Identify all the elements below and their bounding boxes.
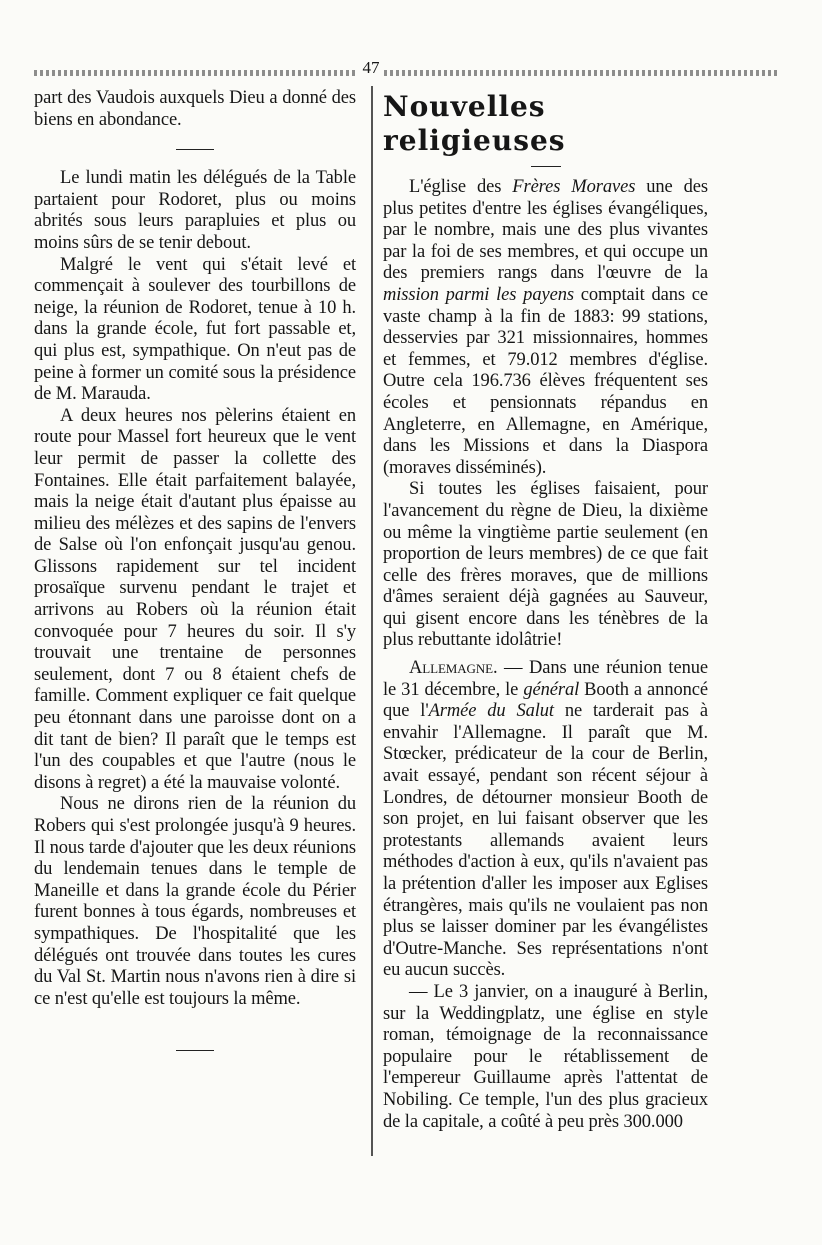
- paragraph-maneille-perier: Nous ne dirons rien de la réunion du Robers qui s'est prolongée jusqu'à 9 heures. Il nous tarde d'ajouter que les deux réunions du lendemain tenues dans le temple de Maneille et dans la grande école du Périer furent bonnes à tous égards, nombreuses et sympathiques. De l'hospitalité que les délégués ont trouvée dans toutes les cures du Val St. Martin nous n'avons rien à dire si ce n'est qu'elle est toujours la même.: [34, 794, 356, 1009]
- italic-armee-du-salut: Armée du Salut: [428, 701, 554, 722]
- paragraph-rodoret-meeting: Malgré le vent qui s'était levé et commençait à soulever des tourbillons de neige, la réunion de Rodoret, tenue à 10 h. dans la grande école, fut fort passable et, qui plus est, sympathique. On n'eut pas de peine à former un comité sous la présidence de M. Marauda.: [34, 254, 356, 405]
- header-rule-left: [34, 70, 356, 76]
- text-run: Booth a annoncé que l': [383, 679, 708, 722]
- paragraph-rodoret-departure: Le lundi matin les délégués de la Table partaient pour Rodoret, plus ou moins abrités sous leurs parapluies et plus ou moins sûrs de se tenir debout.: [34, 168, 356, 253]
- text-run: L'église des: [409, 177, 513, 197]
- paragraph-massel-robers: A deux heures nos pèlerins étaient en route pour Massel fort heureux que le vent leur permit de passer la collette des Fontaines. Elle était parfaitement balayée, mais la neige était d'autant plus épaisse au milieu des mélèzes et des sapins de l'envers de Salse où l'on enfonçait jusqu'au genou. Glissons rapidement sur tel incident prosaïque survenu pendant le trajet et arrivons au Robers où la réunion était convoquée pour 7 heures du soir. Il s'y trouvait une trentaine de personnes seulement, dont 7 ou 8 étaient chefs de famille. Comment expliquer ce fait quelque peu étonnant dans une paroisse dont on a dit tant de bien? Il paraît que le temps est l'un des coupables et que l'autre (nous le disons à regret) a été la mauvaise volonté.: [34, 405, 356, 793]
- text-run: comptait dans ce vaste champ à la fin de 1883: 99 stations, desservies par 321 missionnaires, hommes et femmes, et 79.012 membres d'église. Outre cela 196.736 élèves fréquentent ses écoles et pensionnats répandus en Angleterre, en Allemagne, en Amérique, dans les Missions et dans la Diaspora (moraves disséminés).: [383, 284, 708, 478]
- page-number: 47: [362, 58, 380, 77]
- text-run: ne tarderait pas à envahir l'Allemagne. Il paraît que M. Stœcker, prédicateur de la cour de Berlin, avait essayé, pendant son récent séjour à Londres, de détourner monsieur Booth de son projet, en lui faisant observer que les protestants allemands avaient leurs méthodes d'action à eux, qu'ils n'avaient pas la prétention d'aller les imposer aux Eglises étrangères, mais qu'ils ne voulaient pas non plus se laisser dominer par les évangélistes d'Outre-Manche. Ses représentations n'ont eu aucun succès.: [383, 701, 708, 981]
- column-divider: [371, 86, 373, 1156]
- header-rule-right: [384, 70, 780, 76]
- section-title: Nouvelles religieuses: [383, 90, 566, 157]
- paragraph-si-toutes-eglises: Si toutes les églises faisaient, pour l'avancement du règne de Dieu, la dixième ou même la vingtième partie seulement (en proportion de leurs membres) de ce que fait celle des frères moraves, que de millions d'âmes seraient déjà gagnées au Sauveur, qui gisent encore dans les ténèbres de la plus rebuttante idolâtrie!: [383, 479, 708, 651]
- italic-freres-moraves: Frères Moraves: [512, 177, 636, 197]
- title-separator: [531, 166, 561, 167]
- paragraph-continuation: part des Vaudois auxquels Dieu a donné des biens en abondance.: [34, 88, 356, 130]
- separator-dash: [176, 149, 214, 150]
- left-column: [34, 88, 356, 1069]
- paragraph-allemagne: [383, 658, 708, 982]
- label-allemagne: Allemagne.: [409, 658, 498, 679]
- italic-mission-payens: mission parmi les payens: [383, 284, 574, 305]
- paragraph-freres-moraves: [383, 177, 708, 479]
- text-run: — Dans une réunion tenue le 31 décembre, le: [383, 658, 708, 700]
- paragraph-berlin-eglise: — Le 3 janvier, on a inauguré à Berlin, sur la Weddingplatz, une église en style roman, témoignage de la reconnaissance populaire pour le rétablissement de l'empereur Guillaume après l'attentat de Nobiling. Ce temple, l'un des plus gracieux de la capitale, a coûté à peu près 300.000: [383, 981, 708, 1132]
- separator-end: [176, 1050, 214, 1051]
- italic-general: général: [523, 679, 580, 700]
- right-column: [383, 88, 708, 1133]
- text-run: une des plus petites d'entre les églises évangéliques, par le nombre, mais une des plus vivantes par la foi de ses membres, et qui occupe un des premiers rangs dans l'œuvre de la: [383, 177, 708, 284]
